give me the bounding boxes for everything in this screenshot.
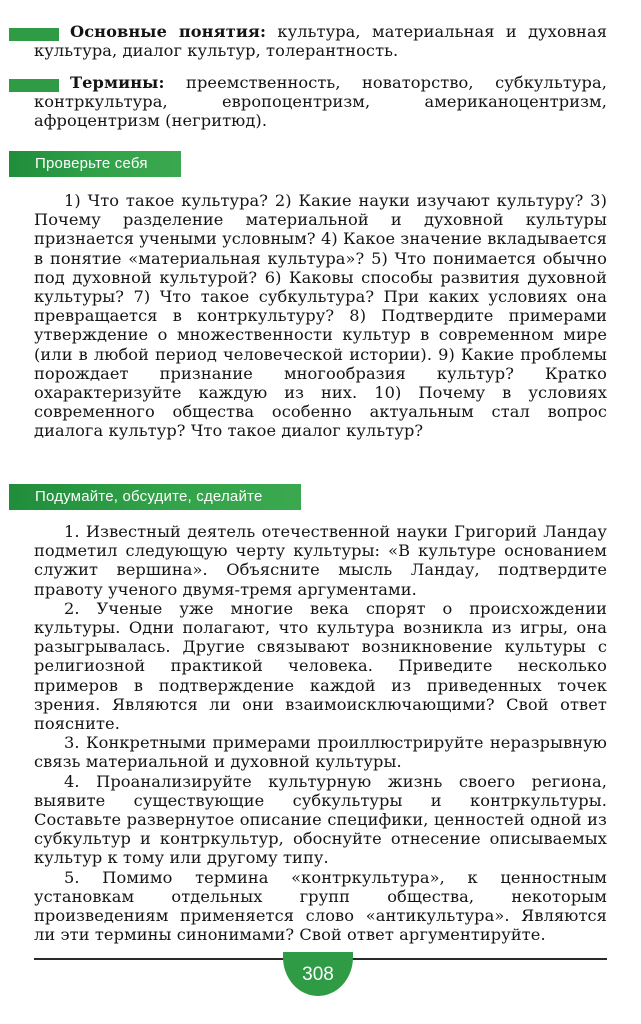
task-item: 3. Конкретными примерами проиллюстрируйте неразрывную связь материальной и духовной культуры. [34, 733, 607, 772]
page-number: 308 [283, 952, 353, 996]
key-concepts-paragraph [34, 22, 607, 60]
terms-paragraph [34, 73, 607, 131]
discuss-heading: Подумайте, обсудите, сделайте [9, 484, 301, 510]
discuss-task-list [34, 522, 607, 944]
terms-label: Термины: [70, 73, 165, 92]
key-concepts-text: культура, материальная и духовная культура, диалог культур, толерантность. [34, 22, 608, 61]
task-item: 2. Ученые уже многие века спорят о происхождении культуры. Одни полагают, что культура возникла из игры, она разыгрывалась. Другие связывают возникновение культуры с религиозной практикой человека. Приведите несколько примеров в подтверждение каждой из приведенных точек зрения. Являются ли они взаимоисключающими? Свой ответ поясните. [34, 598, 607, 734]
check-yourself-heading: Проверьте себя [9, 151, 181, 177]
task-item: 1. Известный деятель отечественной науки Григорий Ландау подметил следующую черту культуры: «В культуре основанием служит вершина». Объясните мысль Ландау, подтвердите правоту ученого двумя-тремя аргументами. [34, 522, 607, 599]
task-item: 5. Помимо термина «контркультура», к ценностным установкам отдельных групп общества, некоторым произведениям применяется слово «антикультура». Являются ли эти термины синонимами? Свой ответ аргументируйте. [34, 867, 607, 945]
terms-text: преемственность, новаторство, субкультура, контркультура, европоцентризм, американоцентризм, афроцентризм (негритюд). [34, 73, 607, 131]
check-yourself-questions: 1) Что такое культура? 2) Какие науки изучают культуру? 3) Почему разделение материальной и духовной культуры признается учеными условным? 4) Какое значение вкладывается в понятие «материальная культура»? 5) Что понимается обычно под духовной культурой? 6) Каковы способы развития духовной культуры? 7) Что такое субкультура? При каких условиях она превращается в контркультуру? 8) Подтвердите примерами утверждение о множественности культур в современном мире (или в любой период человеческой истории). 9) Какие проблемы порождает признание многообразия культур? Кратко охарактеризуйте каждую из них. 10) Почему в условиях современного общества особенно актуальным стал вопрос диалога культур? Что такое диалог культур? [34, 191, 607, 441]
key-concepts-label: Основные понятия: [70, 22, 267, 41]
task-item: 4. Проанализируйте культурную жизнь своего региона, выявите существующие субкультуры и контркультуры. Составьте развернутое описание специфики, ценностей одной из субкультур и контркультур, обоснуйте отнесение описываемых культур к тому или другому типу. [34, 771, 607, 868]
